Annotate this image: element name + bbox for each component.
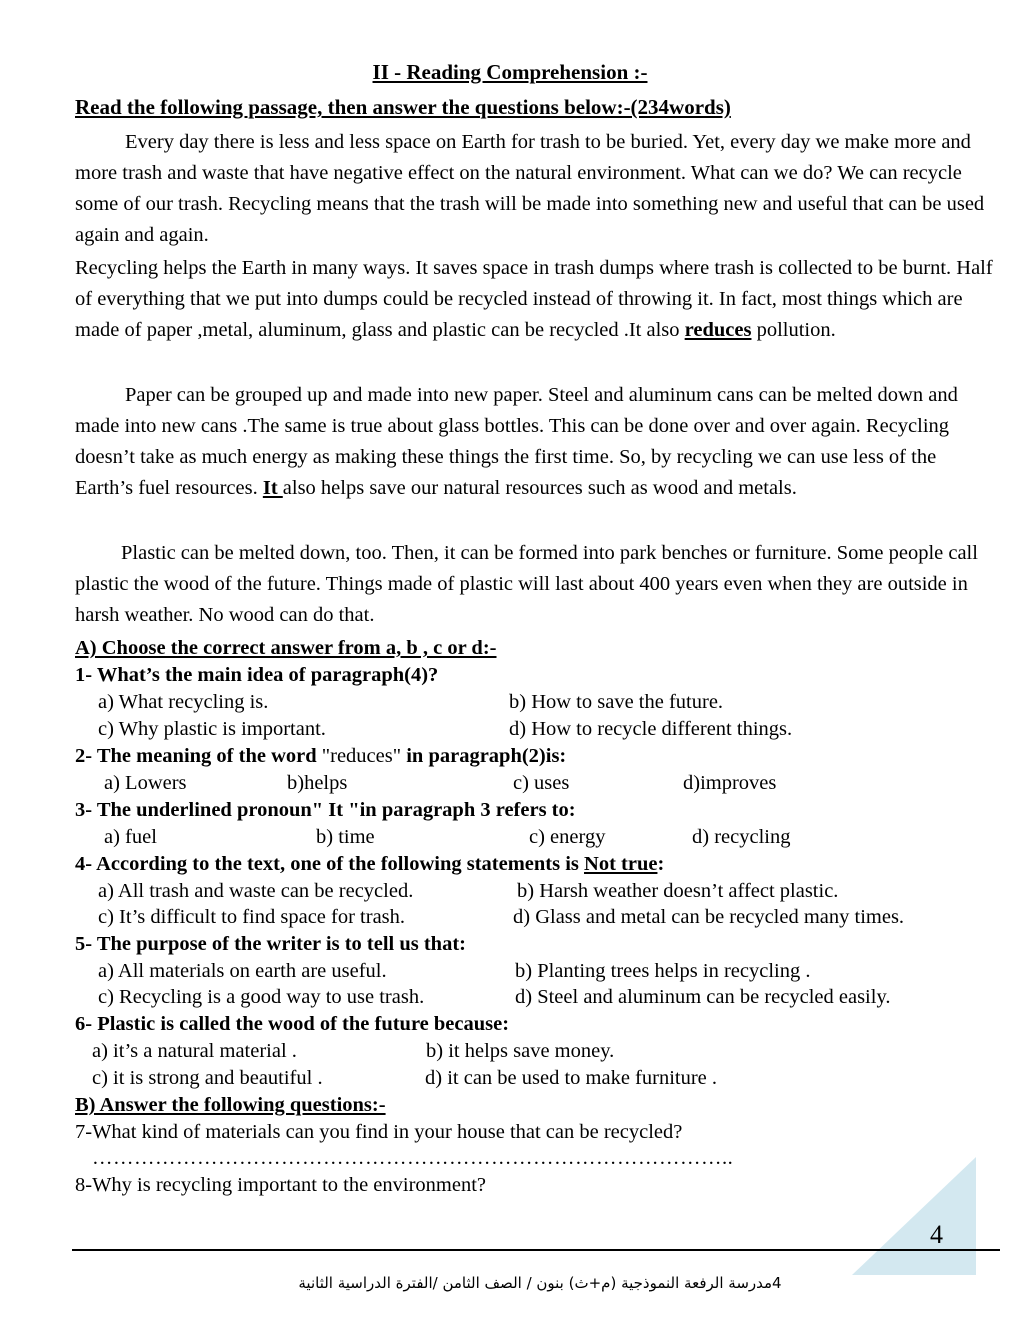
q3-option-b[interactable]: b) time	[316, 826, 375, 848]
keyword-reduces: reduces	[684, 319, 752, 341]
q3-option-a[interactable]: a) fuel	[104, 826, 157, 848]
q3-option-d[interactable]: d) recycling	[692, 826, 791, 848]
question-5: 5- The purpose of the writer is to tell us that:	[75, 933, 466, 955]
question-8: 8-Why is recycling important to the environment?	[75, 1174, 487, 1196]
footer-rule	[72, 1249, 1000, 1251]
q4-option-a[interactable]: a) All trash and waste can be recycled.	[98, 880, 414, 902]
paragraph-2: Recycling helps the Earth in many ways. It saves space in trash dumps where trash is collected to be burnt. Half of everything that we put into dumps could be recycled instead of throwing it. In fact, most things which are made of paper ,metal, aluminum, glass and plastic can be recycled .It also reduces pollution.	[75, 257, 993, 341]
q6-option-a[interactable]: a) it’s a natural material .	[92, 1040, 297, 1062]
question-6: 6- Plastic is called the wood of the future because:	[75, 1013, 510, 1035]
question-7: 7-What kind of materials can you find in your house that can be recycled?	[75, 1121, 683, 1143]
footer-school-text: 4مدرسة الرفعة النموذجية (م+ث) بنون / الصف الثامن /الفترة الدراسية الثانية	[298, 1274, 782, 1292]
question-4: 4- According to the text, one of the following statements is Not true:	[75, 853, 665, 875]
q1-option-a[interactable]: a) What recycling is.	[98, 691, 269, 713]
q6-option-b[interactable]: b) it helps save money.	[426, 1040, 615, 1062]
section-title: II - Reading Comprehension :-	[372, 60, 648, 84]
q2-option-b[interactable]: b)helps	[287, 772, 348, 794]
q1-option-b[interactable]: b) How to save the future.	[509, 691, 724, 713]
q2-option-a[interactable]: a) Lowers	[104, 772, 187, 794]
q2-option-c[interactable]: c) uses	[513, 772, 570, 794]
q4-option-c[interactable]: c) It’s difficult to find space for trash.	[98, 906, 406, 928]
q5-option-a[interactable]: a) All materials on earth are useful.	[98, 960, 387, 982]
corner-triangle-decoration	[852, 1157, 976, 1275]
q3-option-c[interactable]: c) energy	[529, 826, 606, 848]
paragraph-3: Paper can be grouped up and made into new paper. Steel and aluminum cans can be melted down and made into new cans .The same is true about glass bottles. This can be done over and over again. Recycling doesn’t take as much energy as making these things the first time. So, by recycling we can use less of the Earth’s fuel resources. It also helps save our natural resources such as wood and metals.	[75, 384, 958, 499]
question-2: 2- The meaning of the word "reduces" in paragraph(2)is:	[75, 745, 567, 767]
q6-option-c[interactable]: c) it is strong and beautiful .	[92, 1067, 323, 1089]
q5-option-b[interactable]: b) Planting trees helps in recycling .	[515, 960, 811, 982]
answer-line-7[interactable]: ………………………………………………………………………………..	[92, 1147, 734, 1169]
q5-option-c[interactable]: c) Recycling is a good way to use trash.	[98, 986, 425, 1008]
section-b-heading: B) Answer the following questions:-	[75, 1094, 386, 1116]
q1-option-c[interactable]: c) Why plastic is important.	[98, 718, 326, 740]
question-3: 3- The underlined pronoun" It "in paragraph 3 refers to:	[75, 799, 576, 821]
q6-option-d[interactable]: d) it can be used to make furniture .	[425, 1067, 718, 1089]
q4-option-b[interactable]: b) Harsh weather doesn’t affect plastic.	[517, 880, 839, 902]
passage-instruction: Read the following passage, then answer the questions below:-(234words)	[75, 95, 731, 119]
q4-option-d[interactable]: d) Glass and metal can be recycled many times.	[513, 906, 905, 928]
paragraph-4: Plastic can be melted down, too. Then, it can be formed into park benches or furniture. Some people call plastic the wood of the future. Things made of plastic will last about 400 years even when they are outside in harsh weather. No wood can do that.	[75, 542, 978, 626]
question-1: 1- What’s the main idea of paragraph(4)?	[75, 664, 439, 686]
q2-option-d[interactable]: d)improves	[683, 772, 777, 794]
page-number: 4	[930, 1220, 943, 1249]
q5-option-d[interactable]: d) Steel and aluminum can be recycled easily.	[515, 986, 891, 1008]
q1-option-d[interactable]: d) How to recycle different things.	[509, 718, 793, 740]
paragraph-1: Every day there is less and less space on Earth for trash to be buried. Yet, every day we make more and more trash and waste that have negative effect on the natural environment. What can we do? We can recycle some of our trash. Recycling means that the trash will be made into something new and useful that can be used again and again.	[75, 131, 985, 246]
section-a-heading: A) Choose the correct answer from a, b , c or d:-	[75, 637, 497, 659]
keyword-it: It	[262, 477, 283, 499]
